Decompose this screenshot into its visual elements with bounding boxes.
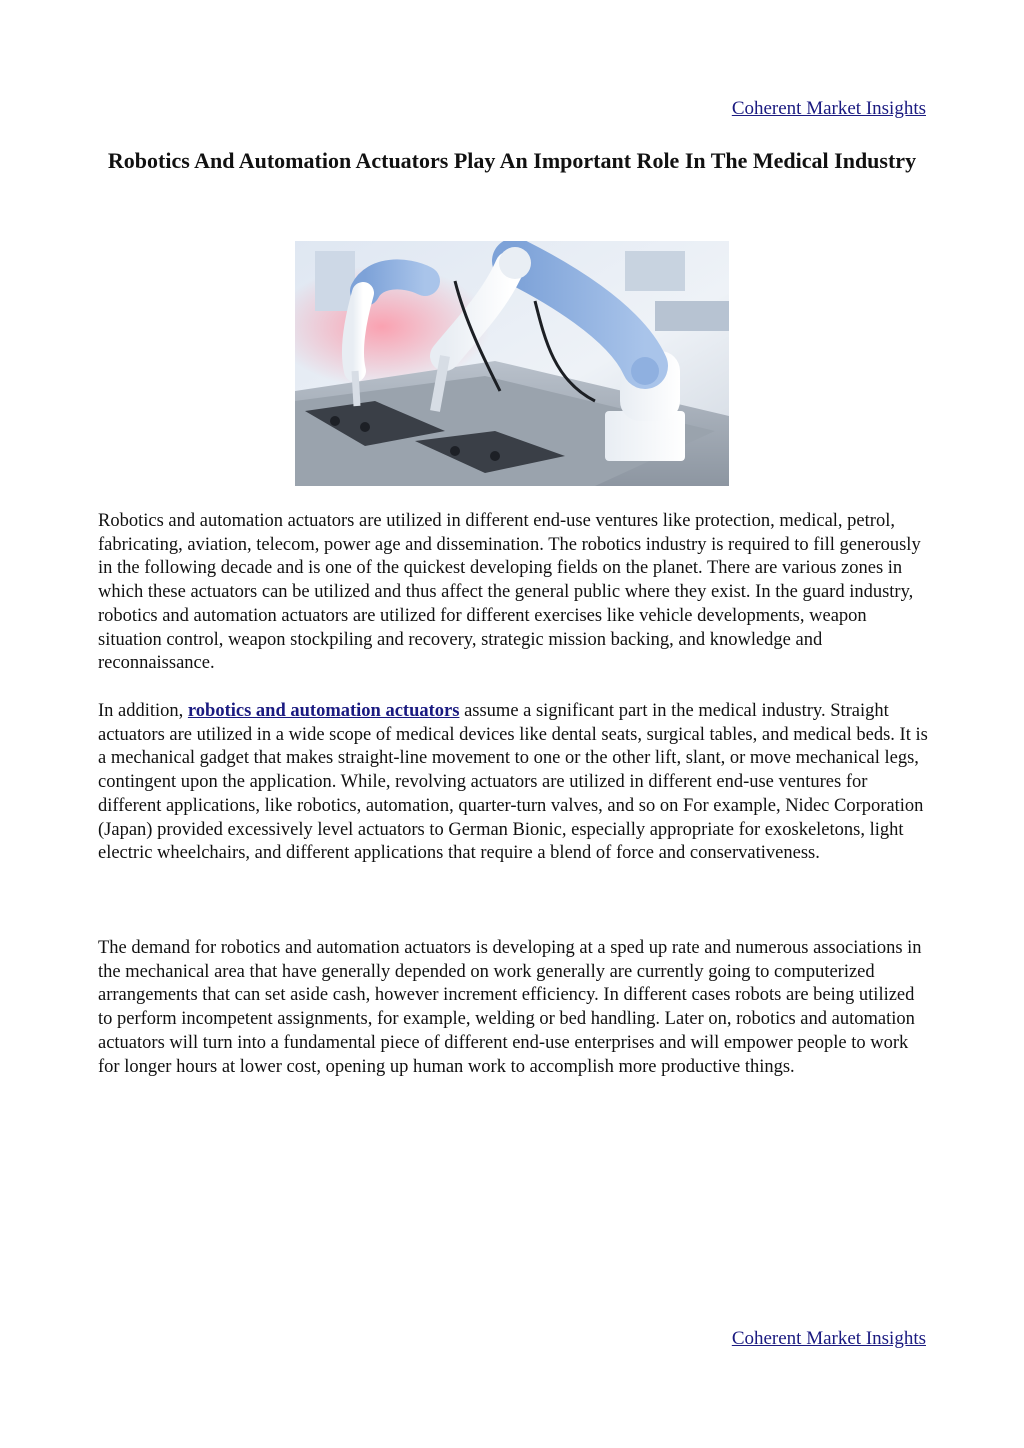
- paragraph-2-lead: In addition,: [98, 701, 188, 721]
- actuators-inline-link[interactable]: robotics and automation actuators: [187, 701, 460, 721]
- robot-arms-illustration: [295, 241, 729, 486]
- paragraph-3: The demand for robotics and automation actuators is developing at a sped up rate and numerous associations in the mechanical area that have generally depended on work generally are currently going to computerized arrangements that can set aside cash, however increment efficiency. In different cases robots are being utilized to perform incompetent assignments, for example, welding or bed handling. Later on, robotics and automation actuators will turn into a fundamental piece of different end-use enterprises and will empower people to work for longer hours at lower cost, opening up human work to accomplish more productive things.: [98, 938, 922, 1077]
- article-title: Robotics And Automation Actuators Play An Important Role In The Medical Industry: [107, 148, 917, 173]
- header-source-link[interactable]: Coherent Market Insights: [731, 98, 926, 119]
- footer-source-link[interactable]: Coherent Market Insights: [731, 1328, 926, 1349]
- hero-image: [295, 241, 729, 486]
- paragraph-2: [98, 700, 928, 866]
- paragraph-1: Robotics and automation actuators are utilized in different end-use ventures like protection, medical, petrol, fabricating, aviation, telecom, power age and dissemination. The robotics industry is required to fill generously in the following decade and is one of the quickest developing fields on the planet. There are various zones in which these actuators can be utilized and thus affect the general public where they exist. In the guard industry, robotics and automation actuators are utilized for different exercises like vehicle developments, weapon situation control, weapon stockpiling and recovery, strategic mission backing, and knowledge and reconnaissance.: [98, 511, 921, 674]
- paragraph-2-rest: assume a significant part in the medical industry. Straight actuators are utilized in a wide scope of medical devices like dental seats, surgical tables, and medical beds. It is a mechanical gadget that makes straight-line movement to one or the other lift, slant, or move mechanical legs, contingent upon the application. While, revolving actuators are utilized in different end-use ventures for different applications, like robotics, automation, quarter-turn valves, and so on For example, Nidec Corporation (Japan) provided excessively level actuators to German Bionic, especially appropriate for exoskeletons, light electric wheelchairs, and different applications that require a blend of force and conservativeness.: [98, 701, 928, 864]
